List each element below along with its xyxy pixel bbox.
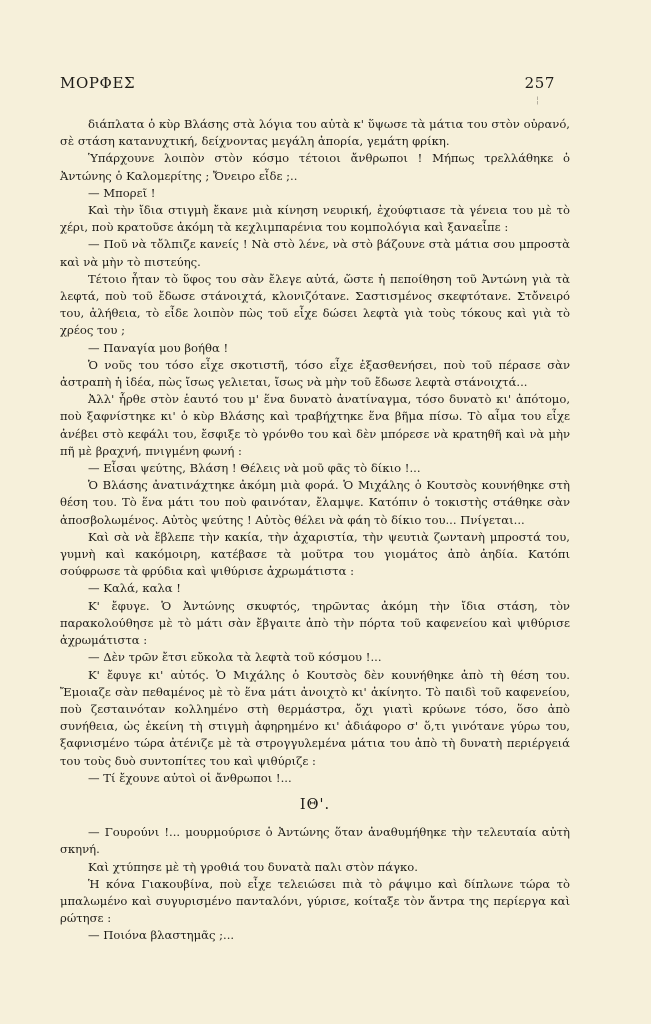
margin-mark: ¦ (536, 96, 540, 106)
paragraph: Κ' ἔφυγε. Ὁ Ἀντώνης σκυφτός, τηρῶντας ἀκόμη τὴν ἴδια στάση, τὸν παρακολούθησε μὲ τὸ μάτι σὰν ἔβγαιτε ἀπὸ τὴν πόρτα τοῦ καφενείου καὶ ψιθύρισε ἀχρωμάτιστα : (60, 598, 570, 648)
paragraph: Καὶ χτύπησε μὲ τὴ γροθιά του δυνατὰ παλι στὸν πάγκο. (88, 859, 418, 874)
paragraph: — Ποιόνα βλαστημᾶς ;... (88, 928, 235, 943)
paragraph: — Γουρούνι !... μουρμούρισε ὁ Ἀντώνης ὅταν ἀναθυμήθηκε τὴν τελευταία αὐτὴ σκηνή. (60, 825, 570, 857)
paragraph: Ἀλλ' ἦρθε στὸν ἑαυτό του μ' ἕνα δυνατὸ ἀνατίναγμα, τόσο δυνατὸ κι' ἀπότομο, ποὺ ξαφνίστηκε κι' ὁ κὺρ Βλάσης καὶ τραβήχτηκε ἕνα βῆμα πίσω. Τὸ αἷμα του εἶχε ἀνέβει στὸ κεφάλι του, ἔσφιξε τὸ γρόνθο του καὶ δὲν μπόρεσε νὰ κρατηθῆ καὶ νὰ μὴν πῆ μὲ βραχνή, πνιγμένη φωνή : (60, 392, 570, 458)
paragraph: — Μπορεῖ ! (88, 185, 156, 200)
paragraph: — Εἶσαι ψεύτης, Βλάση ! Θέλεις νὰ μοῦ φᾶς τὸ δίκιο !... (88, 461, 421, 476)
paragraph: — Παναγία μου βοήθα ! (88, 340, 229, 355)
section-heading: ΙΘ'. (299, 796, 331, 813)
paragraph: Κ' ἔφυγε κι' αὐτός. Ὁ Μιχάλης ὁ Κουτσὸς δὲν κουνήθηκε ἀπὸ τὴ θέση του. Ἔμοιαζε σὰν πεθαμένος μὲ τὸ ἕνα μάτι ἀνοιχτὸ κι' ἀκίνητο. Τὸ παιδὶ τοῦ καφενείου, ποὺ ζεσταινόταν κολλημένο στὴ θερμάστρα, ὄχι γιατὶ κρύωνε τόσο, ὅσο ἀπὸ συνήθεια, ὡς ἐκείνη τὴ στιγμὴ ἀφηρημένο κι' ἀδιάφορο σ' ὅ,τι γινότανε γύρω του, ξαφνισμένο τώρα ἀτένιζε μὲ τὰ στρογγυλεμένα μάτια του ἀπὸ τὴ δυνατὴ περιέργειά του τοὺς δυὸ συντοπίτες του καὶ ψιθύριζε : (60, 667, 570, 768)
paragraph: Ὑπάρχουνε λοιπὸν στὸν κόσμο τέτοιοι ἄνθρωποι ! Μήπως τρελλάθηκε ὁ Ἀντώνης ὁ Καλομερίτης ; Ὄνειρο εἶδε ;.. (60, 151, 570, 183)
paragraph: — Καλά, καλα ! (88, 581, 181, 596)
body-text (60, 116, 570, 945)
page-number: 257 (524, 74, 555, 92)
paragraph: Ἡ κόνα Γιακουβίνα, ποὺ εἶχε τελειώσει πιὰ τὸ ράψιμο καὶ δίπλωνε τώρα τὸ μπαλωμένο καὶ συγυρισμένο πανταλόνι, γύρισε, κοίταξε τὸν ἄντρα της περίεργα καὶ ρώτησε : (60, 876, 570, 926)
paragraph: Ὁ νοῦς του τόσο εἶχε σκοτιστῆ, τόσο εἶχε ἐξασθενήσει, ποὺ τοῦ πέρασε σὰν ἀστραπὴ ἡ ἰδέα, πὼς ἴσως γελιεται, ἴσως νὰ μὴν τοῦ ἔδωσε λεφτὰ στάνοιχτά... (60, 357, 570, 390)
paragraph: Καὶ τὴν ἴδια στιγμὴ ἔκανε μιὰ κίνηση νευρική, ἐχούφτιασε τὰ γένεια του μὲ τὸ χέρι, ποὺ κρατοῦσε ἀκόμη τὰ κεχλιμπαρένια του κομπολόγια καὶ ξαναεἶπε : (60, 203, 570, 235)
paragraph: — Τί ἔχουνε αὐτοὶ οἱ ἄνθρωποι !... (88, 770, 292, 785)
paragraph: — Ποῦ νὰ τὄλπιζε κανείς ! Νὰ στὸ λένε, νὰ στὸ βάζουνε στὰ μάτια σου μπροστὰ καὶ νὰ μὴν τὸ πιστεύης. (60, 237, 570, 269)
paragraph: Ὁ Βλάσης ἀνατινάχτηκε ἀκόμη μιὰ φορά. Ὁ Μιχάλης ὁ Κουτσὸς κουνήθηκε στὴ θέση του. Τὸ ἕνα μάτι του ποὺ φαινόταν, ἔλαμψε. Κατόπιν ὁ τοκιστὴς στάθηκε σὰν ἀποσβολωμένος. Αὐτὸς ψεύτης ! Αὐτὸς θέλει νὰ φάη τὸ δίκιο του... Πνίγεται... (60, 478, 570, 527)
paragraph: Καὶ σὰ νὰ ἔβλεπε τὴν κακία, τὴν ἀχαριστία, τὴν ψευτιὰ ζωντανὴ μπροστά του, γυμνὴ καὶ κακόμοιρη, κατέβασε τὰ μοῦτρα του γιομάτος ἀπὸ ἀηδία. Κατόπι σούφρωσε τὰ φρύδια καὶ ψιθύρισε ἀχρωμάτιστα : (60, 529, 570, 579)
paragraph: Τέτοιο ἦταν τὸ ὕφος του σὰν ἔλεγε αὐτά, ὥστε ἡ πεποίθηση τοῦ Ἀντώνη γιὰ τὰ λεφτά, ποὺ τοῦ ἔδωσε στάνοιχτά, κλονιζότανε. Σαστισμένος σκεφτότανε. Στὄνειρό του, ἀλήθεια, τὸ εἶδε λοιπὸν πὼς τοῦ εἶχε δώσει λεφτὰ γιὰ τοὺς τόκους καὶ γιὰ τὸ χρέος του ; (60, 271, 570, 338)
paragraph: — Δὲν τρῶν ἔτσι εὔκολα τὰ λεφτὰ τοῦ κόσμου !... (88, 650, 382, 665)
running-title: ΜΟΡΦΕΣ (60, 74, 136, 92)
running-head (60, 74, 555, 96)
paragraph: διάπλατα ὁ κὺρ Βλάσης στὰ λόγια του αὐτὰ κ' ὕψωσε τὰ μάτια του στὸν οὐρανό, σὲ στάση κατανυχτική, δείχνοντας μεγάλη ἀπορία, γεμάτη φρίκη. (60, 117, 570, 149)
